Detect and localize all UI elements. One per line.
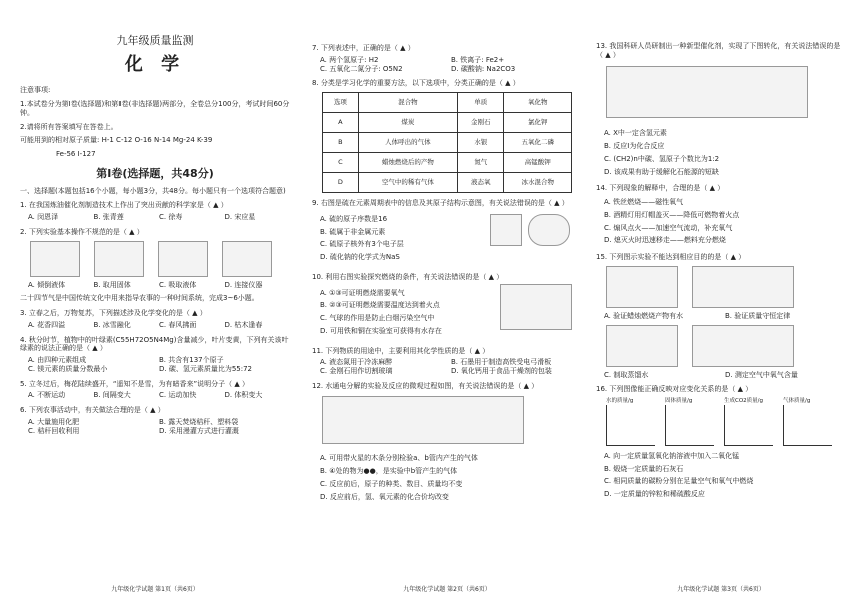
- oxygen-measurement-image: [692, 325, 794, 367]
- table-cell: 五氧化二磷: [504, 133, 572, 153]
- table-cell: 空气中的稀有气体: [358, 173, 457, 193]
- option: B. ②③可证明燃烧需要温度达到着火点: [320, 301, 440, 310]
- graph-ylabel: 固体质量/g: [665, 398, 693, 404]
- option: D. 氧化钙用于食品干燥剂的包装: [451, 367, 552, 375]
- option: D. 采用漫灌方式进行灌溉: [159, 426, 239, 435]
- question-13: 13. 我国科研人员研制出一种新型催化剂，实现了下图转化，有关说法错误的是（ ▲ ）: [596, 42, 841, 59]
- pipette-image: [158, 241, 208, 277]
- table-cell: 水银: [458, 133, 504, 153]
- question-5: 5. 立冬过后，梅花陆续盛开，“遥知不是雪，为有暗香来”说明分子（ ▲ ）: [20, 379, 249, 388]
- option: D. 熄灭火时迅速移走——燃料充分燃烧: [604, 236, 726, 245]
- question-15: 15. 下列图示实验不能达到相应目的的是（ ▲ ）: [596, 253, 746, 261]
- table-cell: 氯化钾: [504, 113, 572, 133]
- taking-solid-image: [94, 241, 144, 277]
- option: D. 体积变大: [224, 391, 263, 400]
- option: D. 碳、氢元素质量比为55:72: [159, 364, 253, 373]
- table-cell: 煤炭: [358, 113, 457, 133]
- atomic-masses: 可能用到的相对原子质量: H-1 C-12 O-16 N-14 Mg-24 K-39: [20, 136, 213, 145]
- question-12: 12. 水通电分解的实验及反应的微观过程如图，有关说法错误的是（ ▲ ）: [312, 381, 539, 390]
- question-14: 14. 下列现象的解释中，合理的是（ ▲ ）: [596, 184, 725, 193]
- option: B. 硫属于非金属元素: [320, 227, 386, 236]
- option: A. 两个氢原子: H2: [320, 55, 379, 64]
- electrolysis-diagram: [322, 396, 524, 444]
- question-9: 9. 右图是硫在元素周期表中的信息及其原子结构示意图，有关说法错误的是（ ▲ ）: [312, 199, 569, 207]
- section-title: 第Ⅰ卷(选择题，共48分): [96, 166, 214, 180]
- option: B. 铁离子: Fe2+: [451, 55, 505, 64]
- sulfur-atom-structure: [528, 214, 570, 246]
- question-7: 7. 下列表述中，正确的是（ ▲ ）: [312, 44, 415, 52]
- graph-c: [724, 398, 773, 446]
- option: C. 运动加快: [159, 391, 197, 400]
- table-header: 混合物: [358, 93, 457, 113]
- table-cell: D: [323, 173, 359, 193]
- question-3: 3. 立春之后，万物复苏，下列描述涉及化学变化的是（ ▲ ）: [20, 309, 207, 317]
- page-3: [596, 0, 846, 593]
- candle-experiment-image: [606, 266, 678, 308]
- option: C. 气球的作用是防止白烟污染空气中: [320, 314, 435, 322]
- question-4: 4. 秋分时节，植物中的叶绿素(C55H72O5N4Mg)含量减少，叶片变黄，下列有关该叶绿素的说法正确的是（ ▲ ）: [20, 335, 289, 353]
- option: A. 倾倒液体: [28, 280, 66, 289]
- option: B. 间隔变大: [93, 391, 131, 400]
- option: A. 验证蜡烛燃烧产物有水: [604, 311, 684, 320]
- question-1: 1. 在我国炼油催化剂制造技术上作出了突出贡献的科学家是（ ▲ ）: [20, 201, 228, 210]
- option: A. ①③可证明燃烧需要氧气: [320, 288, 405, 297]
- section-intro: 一、选择题(本题包括16个小题，每小题3分，共48分。每小题只有一个选项符合题意): [20, 186, 286, 195]
- option: A. 闵恩泽: [28, 213, 59, 221]
- option: A. 液态氮用于冷冻麻醉: [320, 358, 393, 367]
- page-footer: 九年级化学试题 第3页（共6页）: [677, 586, 765, 593]
- page-1: [20, 0, 290, 593]
- notice-heading: 注意事项:: [20, 86, 51, 95]
- graph-ylabel: 生成CO2质量/g: [724, 398, 764, 404]
- table-header: 氧化物: [504, 93, 572, 113]
- graph-ylabel: 水的质量/g: [606, 398, 634, 404]
- table-row: [323, 153, 572, 173]
- table-cell: 人体呼出的气体: [358, 133, 457, 153]
- option: B. ④处的物为●●，是实验中b管产生的气体: [320, 467, 458, 475]
- table-cell: 氮气: [458, 153, 504, 173]
- graph-a: [606, 398, 655, 446]
- exam-title: 九年级质量监测: [116, 34, 194, 47]
- option: B. 反应Ⅰ为化合反应: [604, 142, 665, 150]
- connecting-apparatus-image: [222, 241, 272, 277]
- question-16: 16. 下列图像能正确反映对应变化关系的是（ ▲ ）: [596, 385, 753, 394]
- option: A. X中一定含氢元素: [604, 129, 667, 138]
- graph-d: [783, 398, 832, 446]
- option: D. 一定质量的锌粒和稀硫酸反应: [604, 490, 705, 499]
- option: B. 露天焚烧秸秆、塑料袋: [159, 417, 239, 426]
- option: C. 徐寿: [159, 213, 183, 221]
- option: C. (CH2)n中碳、氢原子个数比为1:2: [604, 154, 720, 163]
- option: C. 吸取液体: [159, 280, 197, 289]
- option: D. 硫化钠的化学式为NaS: [320, 253, 400, 261]
- combustion-experiment-image: [500, 284, 572, 330]
- option: A. 不断运动: [28, 391, 66, 400]
- graph-axes: [606, 405, 655, 446]
- notice-2: 2.请将所有答案填写在答卷上。: [20, 122, 118, 131]
- option: D. 该成果有助于缓解化石能源的短缺: [604, 167, 719, 176]
- pouring-liquid-image: [30, 241, 80, 277]
- option: D. 宋应星: [224, 213, 256, 221]
- option: A. 可用带火星的木条分别检验a、b管内产生的气体: [320, 454, 478, 463]
- graph-b: [665, 398, 714, 446]
- page-2: [312, 0, 582, 593]
- option: B. 取用固体: [93, 280, 131, 289]
- option: A. 向一定质量氢氧化钠溶液中加入二氧化锰: [604, 451, 740, 460]
- option: C. 秸秆回收利用: [28, 426, 80, 435]
- notice-1: 1.本试卷分为第Ⅰ卷(选择题)和第Ⅱ卷(非选择题)两部分，全卷总分100分，考试时间60分钟。: [20, 100, 290, 117]
- table-cell: 冰水混合物: [504, 173, 572, 193]
- option: D. 碳酸钠: Na2CO3: [451, 64, 516, 73]
- option: C. 反应前后，原子的种类、数目、质量均不变: [320, 479, 463, 488]
- option: B. 张青莲: [93, 213, 124, 221]
- graph-axes: [783, 405, 832, 446]
- table-row: [323, 113, 572, 133]
- balance-experiment-image: [692, 266, 794, 308]
- option: C. 金刚石用作切割玻璃: [320, 367, 393, 375]
- table-cell: 液态氧: [458, 173, 504, 193]
- table-header: 选项: [323, 93, 359, 113]
- option: C. 相同质量的碳粉分别在足量空气和氧气中燃烧: [604, 477, 754, 486]
- question-8: 8. 分类是学习化学的重要方法，以下选项中，分类正确的是（ ▲ ）: [312, 79, 520, 88]
- subject-title: 化 学: [124, 53, 186, 75]
- option: D. 反应前后，氢、氧元素的化合价均改变: [320, 492, 449, 501]
- option: C. 镁元素的质量分数最小: [28, 364, 108, 373]
- lab-images: [30, 241, 290, 277]
- page-footer: 九年级化学试题 第2页（共6页）: [403, 586, 491, 593]
- question-11: 11. 下列物质的用途中，主要利用其化学性质的是（ ▲ ）: [312, 346, 490, 355]
- distillation-image: [606, 325, 678, 367]
- table-cell: A: [323, 113, 359, 133]
- solar-terms-note: 二十四节气是中国传统文化中用来指导农事的一种时间系统，完成3~6小题。: [20, 294, 259, 303]
- option: C. 煽风点火——加速空气流动，补充氧气: [604, 223, 733, 232]
- option: D. 连接仪器: [224, 280, 263, 289]
- option: B. 验证质量守恒定律: [725, 311, 791, 320]
- option: A. 铁丝燃烧——磁性氧气: [604, 198, 684, 206]
- option: A. 花香四溢: [28, 320, 66, 329]
- catalyst-conversion-diagram: [606, 66, 808, 118]
- option: C. 五氧化二氮分子: O5N2: [320, 64, 403, 73]
- graph-axes: [724, 405, 773, 446]
- option: A. 硫的原子序数是16: [320, 214, 388, 223]
- table-row: [323, 133, 572, 153]
- table-cell: 高锰酸钾: [504, 153, 572, 173]
- option: B. 冰雪融化: [93, 320, 131, 329]
- table-cell: 金刚石: [458, 113, 504, 133]
- option: B. 煅烧一定质量的石灰石: [604, 464, 684, 473]
- classification-table: [322, 92, 572, 193]
- sulfur-element-card: [490, 214, 522, 246]
- atomic-masses-2: Fe-56 I-127: [56, 150, 96, 158]
- table-cell: C: [323, 153, 359, 173]
- question-10: 10. 利用右图实验探究燃烧的条件，有关说法错误的是（ ▲ ）: [312, 272, 504, 281]
- graph-ylabel: 气体质量/g: [783, 398, 811, 404]
- table-cell: B: [323, 133, 359, 153]
- table-header: 单质: [458, 93, 504, 113]
- option: B. 酒精灯用灯帽盖灭——降低可燃物着火点: [604, 210, 740, 219]
- option: A. 大量施用化肥: [28, 417, 80, 426]
- option: C. 硫原子核外有3个电子层: [320, 240, 404, 249]
- option: B. 石墨用于制造高铁受电弓滑板: [451, 358, 552, 367]
- option: C. 制取蒸馏水: [604, 370, 649, 379]
- option: A. 由四种元素组成: [28, 356, 87, 364]
- page-footer: 九年级化学试题 第1页（共6页）: [111, 586, 199, 593]
- option: D. 枯木逢春: [224, 320, 263, 329]
- question-6: 6. 下列农事活动中，有关做法合理的是（ ▲ ）: [20, 406, 165, 414]
- option: D. 测定空气中氧气含量: [725, 370, 798, 379]
- table-row: [323, 173, 572, 193]
- option: C. 春风拂面: [159, 320, 197, 329]
- option: B. 共含有137个原子: [159, 356, 224, 364]
- graph-axes: [665, 405, 714, 446]
- option: D. 可用铁和铜在实验室可获得有水存在: [320, 326, 442, 335]
- table-cell: 蜡烛燃烧后的产物: [358, 153, 457, 173]
- question-2: 2. 下列实验基本操作不规范的是（ ▲ ）: [20, 227, 144, 236]
